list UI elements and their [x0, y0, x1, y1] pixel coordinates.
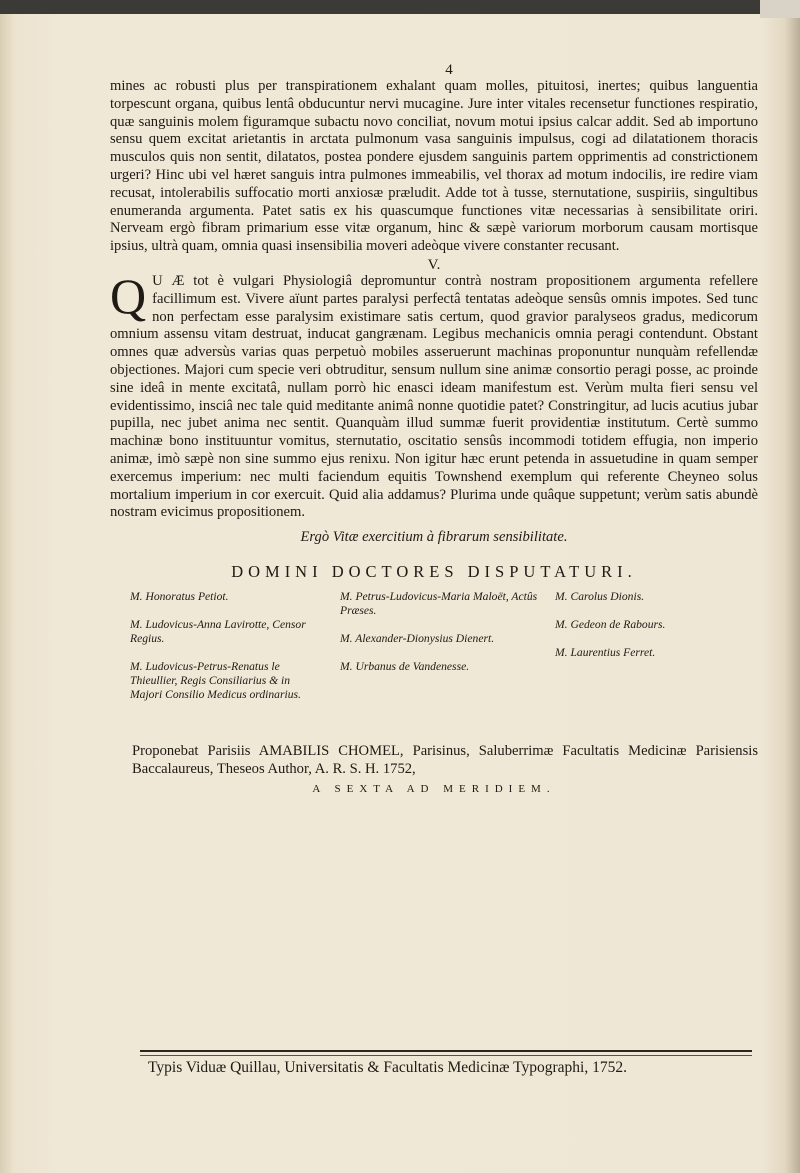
doctor-name: M. Ludovicus-Petrus-Renatus le Thieullier, Regis Consiliarius & in Majori Consilio Medicus ordinarius. — [130, 660, 301, 702]
doctors-column-2 — [340, 590, 550, 688]
doctor-name: M. Petrus-Ludovicus-Maria Maloët, Actûs Præses. — [340, 590, 538, 618]
doctor-name: M. Carolus Dionis. — [555, 590, 645, 604]
doctor-name: M. Honoratus Petiot. — [130, 590, 229, 604]
doctor-name: M. Laurentius Ferret. — [555, 646, 656, 660]
doctor-name: M. Ludovicus-Anna Lavirotte, Censor Regius. — [130, 618, 306, 646]
doctor-name: M. Urbanus de Vandenesse. — [340, 660, 470, 674]
doctor-name: M. Alexander-Dionysius Dienert. — [340, 632, 495, 646]
doctors-column-1 — [130, 590, 320, 716]
doctors-list — [110, 590, 758, 720]
page-number: 4 — [445, 62, 453, 78]
proponebat-statement: Proponebat Parisiis AMABILIS CHOMEL, Parisinus, Saluberrimæ Facultatis Medicinæ Parisiensis Baccalaureus, Theseos Author, A. R. S. H. 1752, — [132, 743, 758, 778]
intro-paragraph: mines ac robusti plus per transpirationem exhalant quam molles, pituitosi, inertes; quibus languentia torpescunt organa, quibus lentâ obducuntur nervi mucagine. Jure inter vitales recensetur functiones respiratio, quæ sanguinis molem figuramque subactu novo conciliat, novum motui ipsius calcar addit. Sed ab importuno sensu quem excitat arietantis in arctata pulmonum vasa sanguinis impulsus, cogi ad dilatationem thoracis musculos quis non sentit, dilatatos, postea pondere ejusdem sanguinis partem opprimentis ad constrictionem urgeri? Hinc ubi vel hæret sanguis intra pulmones immeabilis, vel thorax ad motum indocilis, ire redire viam recusat, intolerabilis suffocatio morti anxiosæ præludit. Adde tot à tusse, sternutatione, suspiriis, singultibus enumeranda argumenta. Patet satis ex his quascumque functiones vitæ necessarias à sensibilitate oriri. Nerveam ergò fibram primarium esse vitæ organum, hinc & sæpè variorum morborum causam mortisque ipsius, ultrà quam, omnia quasi insensibilia moveri adeòque vivere constanter recusant. — [110, 78, 758, 255]
doctor-name: M. Gedeon de Rabours. — [555, 618, 666, 632]
conclusion: Ergò Vitæ exercitium à fibrarum sensibilitate. — [300, 529, 568, 546]
divider-rule — [140, 1050, 752, 1052]
drop-cap: Q — [110, 267, 147, 324]
section-number: V. — [427, 256, 441, 273]
document-page — [110, 62, 758, 796]
doctors-column-3 — [555, 590, 745, 674]
divider-rule-thin — [140, 1055, 752, 1056]
scan-top-edge — [0, 0, 800, 14]
printer-imprint: Typis Viduæ Quillau, Universitatis & Facultatis Medicinæ Typographi, 1752. — [148, 1059, 627, 1076]
scan-corner-tab — [760, 0, 800, 18]
time-line: A SEXTA AD MERIDIEM. — [312, 783, 556, 796]
section-5-text: U Æ tot è vulgari Physiologiâ depromuntur contrà nostram propositionem argumenta refellere facillimum est. Vivere aïunt partes paralysi perfectâ tentatas adeòque sensûs omnis impotes. Sed tunc non perfectam esse paralysim existimare satis certum, quod gravior paralyseos gradus, medicorum omnium assensu vitam destruat, inducat gangrænam. Legibus mechanicis omnia peragi contendunt. Obstant omnes quæ adversùs varias quas perpetuò mobiles asseruerunt machinas proponuntur nunquàm refellendæ objectiones. Majori cum specie veri obtruditur, sensum nullum sine animæ consortio peragi posse, ac proinde sine ideâ in mente excitatâ, nullam porrò hic enasci ideam manifestum est. Verùm multa fieri sensu vel evidentissimo, insciâ nec tale quid meditante animâ nonne quotidie patet? Constringitur, ad lucis acutius jubar pupilla, nec jubet anima nec sentit. Quanquàm illud summæ fuerit providentiæ institutum. Certè summo machinæ bono instituuntur vomitus, sternutatio, oscitatio sensûs incommodi totidem effugia, non imperio animæ, imò sæpè non sine summo ejus renixu. Non igitur hæc erunt petenda in assuetudine in quam semper exercemus imperium: nec multi faciendum equitis Townshend exemplum qui referente Cheyneo solus mortalium imperium in cor exercuit. Quid alia addamus? Plurima unde quâque suppetunt; verùm satis abundè nostram evicimus propositionem. — [110, 272, 758, 521]
doctors-title: DOMINI DOCTORES DISPUTATURI. — [231, 562, 637, 582]
section-5-paragraph — [110, 267, 758, 522]
